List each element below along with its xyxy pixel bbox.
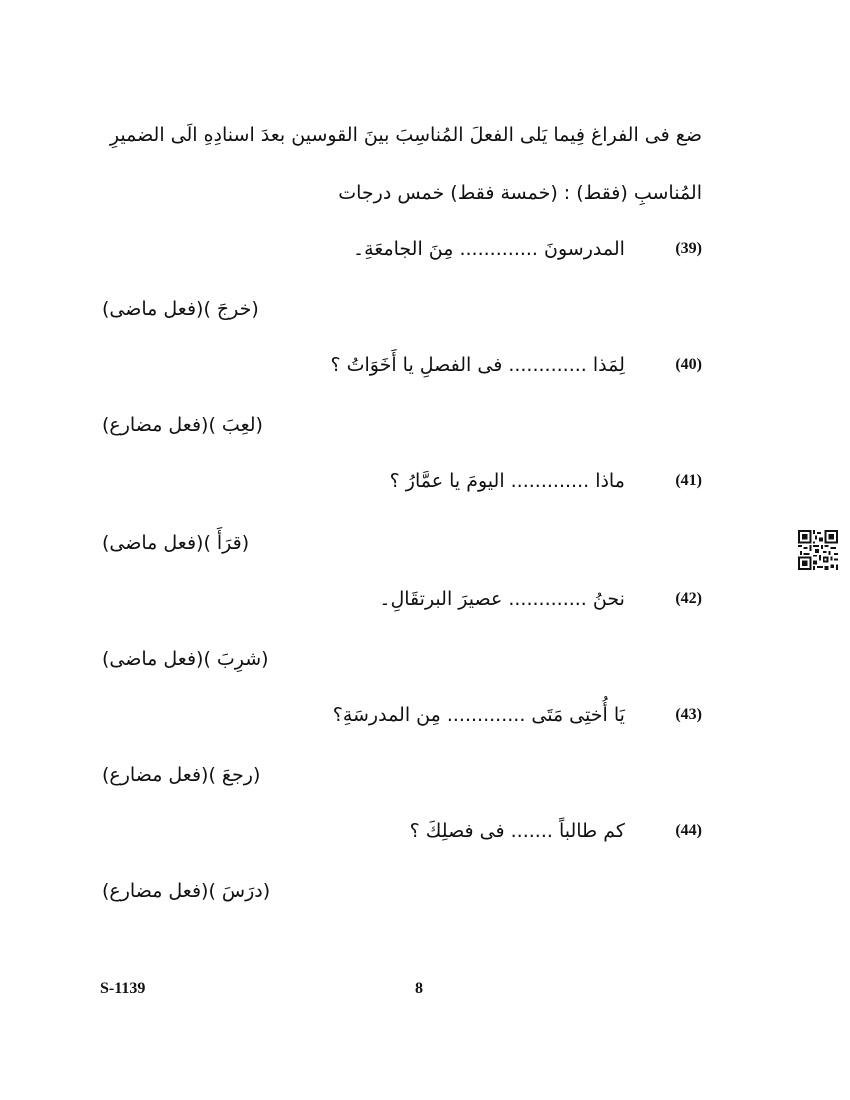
question-text: المدرسونَ ............. مِنَ الجامعَةِ۔ (352, 238, 625, 260)
question-number: (42) (675, 590, 702, 607)
instruction-line-1: ضع فى الفراغ فِيما يَلى الفعلَ المُناسِبَ بينَ القوسين بعدَ اسنادِهِ الَى الضميرِ (109, 124, 702, 146)
question-41-hint: (قرَأَ )(فعل ماضى) (102, 532, 250, 554)
question-text: نحنُ ............. عصيرَ البرتقَالِ۔ (379, 588, 625, 610)
instruction-line-2: المُناسبِ (فقط) : (خمسة فقط) خمس درجات (338, 182, 702, 204)
question-text: يَا أُختِى مَتَى ............. مِن المدرسَةِ؟ (332, 704, 625, 726)
question-42-hint: (شرِبَ )(فعل ماضى) (102, 648, 269, 670)
question-number: (40) (675, 356, 702, 373)
question-42 (379, 588, 702, 618)
exam-code: S-1139 (100, 980, 146, 997)
qr-code-icon (798, 530, 838, 570)
question-text: ماذا ............. اليومَ يا عمَّارُ ؟ (389, 470, 625, 492)
question-number: (39) (675, 240, 702, 257)
page-number: 8 (415, 980, 423, 997)
question-43-hint: (رجعَ )(فعل مضارع) (102, 764, 261, 786)
question-44-hint: (درَسَ )(فعل مضارع) (102, 880, 271, 902)
question-39-hint: (خرجَ )(فعل ماضى) (102, 298, 259, 320)
question-40 (330, 354, 702, 384)
question-number: (44) (675, 822, 702, 839)
question-39 (353, 238, 702, 268)
question-40-hint: (لعِبَ )(فعل مضارع) (102, 414, 263, 436)
question-number: (43) (675, 706, 702, 723)
question-41 (390, 470, 702, 500)
question-text: كم طالباً ....... فى فصلِكَ ؟ (409, 820, 625, 842)
question-number: (41) (675, 472, 702, 489)
question-44 (410, 820, 702, 850)
question-text: لِمَذا ............. فى الفصلِ يا أَخَوَاتُ ؟ (330, 354, 625, 376)
question-43 (333, 704, 702, 734)
